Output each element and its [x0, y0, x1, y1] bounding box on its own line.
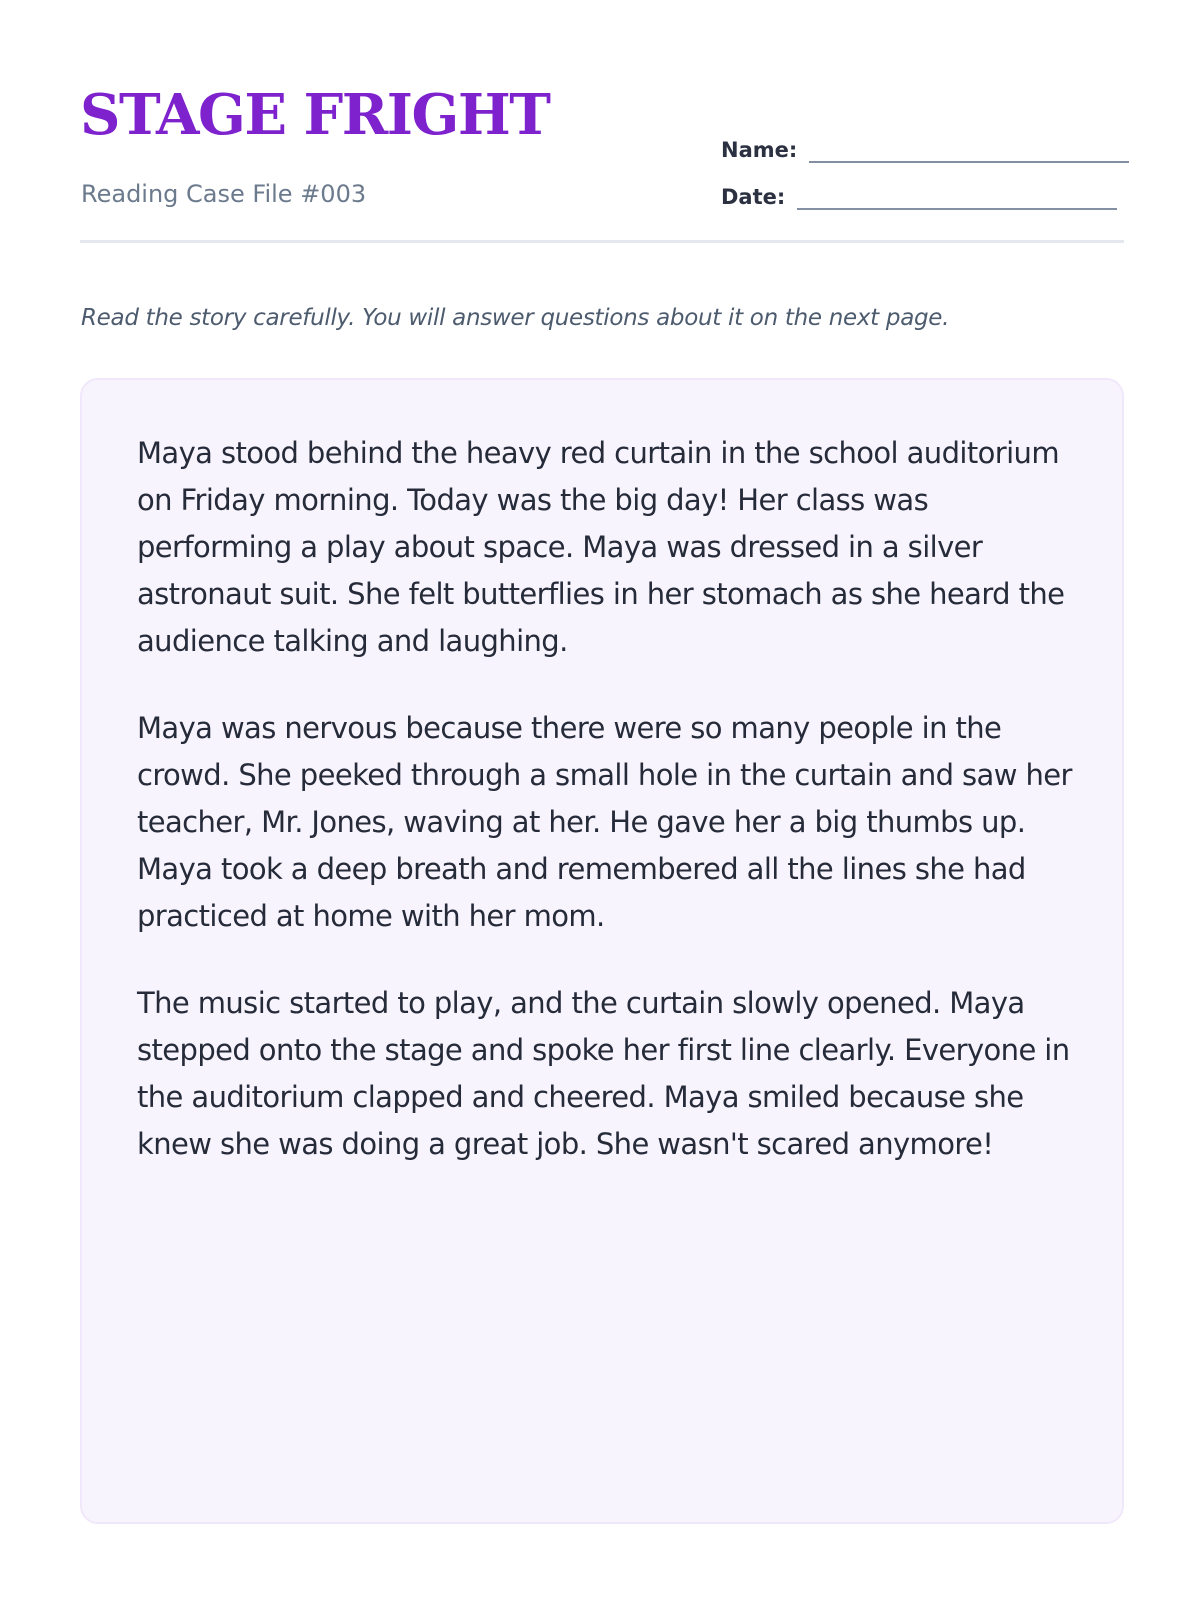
date-label: Date:: [721, 185, 786, 209]
header-divider: [80, 240, 1124, 243]
story-panel: [80, 378, 1124, 1524]
story-paragraph-1: Maya stood behind the heavy red curtain in the school auditorium on Friday morning. Today was the big day! Her class was performing a play about space. Maya was dressed in a silver astronaut suit. She felt butterflies in her stomach as she heard the audience talking and laughing.: [137, 436, 1065, 658]
story-paragraph-3: The music started to play, and the curtain slowly opened. Maya stepped onto the stage and spoke her first line clearly. Everyone in the auditorium clapped and cheered. Maya smiled because she knew she was doing a great job. She wasn't scared anymore!: [137, 986, 1070, 1161]
reading-instruction: Read the story carefully. You will answer questions about it on the next page.: [81, 305, 950, 331]
date-field-row: [721, 182, 1117, 212]
story-paragraph-2: Maya was nervous because there were so many people in the crowd. She peeked through a small hole in the curtain and saw her teacher, Mr. Jones, waving at her. He gave her a big thumbs up. Maya took a deep breath and remembered all the lines she had practiced at home with her mom.: [137, 711, 1072, 933]
worksheet-title: STAGE FRIGHT: [80, 82, 550, 148]
story-text: [137, 430, 1077, 1208]
date-input-line[interactable]: [797, 208, 1117, 210]
name-label: Name:: [721, 138, 798, 162]
case-file-subtitle: Reading Case File #003: [81, 180, 367, 208]
name-field-row: [721, 135, 1129, 165]
name-input-line[interactable]: [809, 161, 1129, 163]
